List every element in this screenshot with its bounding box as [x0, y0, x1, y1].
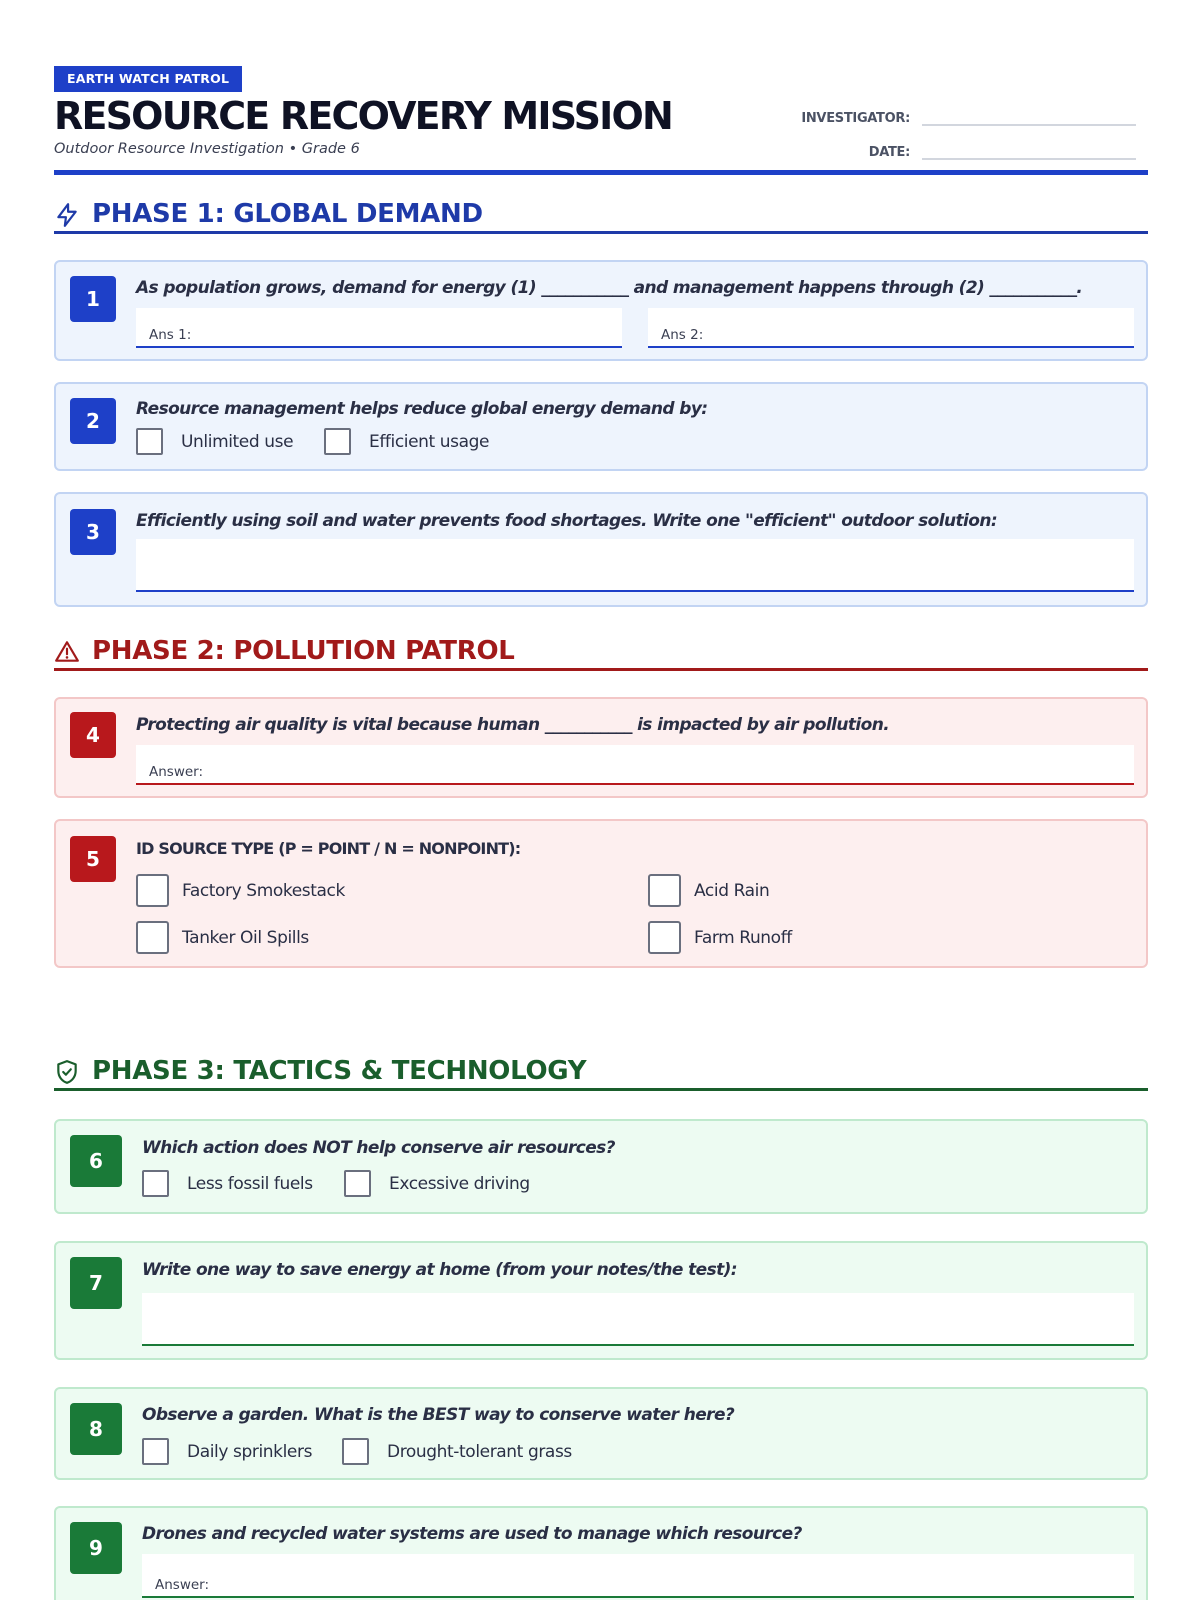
- checkbox[interactable]: [342, 1438, 369, 1465]
- option-label: Excessive driving: [389, 1173, 530, 1194]
- lightning-icon: [54, 202, 80, 228]
- checkbox[interactable]: [136, 921, 169, 954]
- answer-2-label: Ans 2:: [661, 327, 704, 343]
- option-label: Acid Rain: [694, 880, 770, 901]
- option-factory-smokestack[interactable]: [136, 874, 345, 907]
- question-text-1: As population grows, demand for energy (1) ___________ and management happens through (2) ___________.: [136, 278, 1083, 298]
- question-text-7: Write one way to save energy at home (from your notes/the test):: [142, 1260, 737, 1280]
- investigator-label: INVESTIGATOR:: [801, 111, 910, 126]
- option-unlimited-use[interactable]: [136, 428, 293, 455]
- question-card-2: [54, 382, 1148, 471]
- date-label: DATE:: [868, 145, 910, 160]
- phase-3-heading: [54, 1055, 1148, 1091]
- worksheet-page: [54, 0, 1148, 1600]
- warning-triangle-icon: [54, 639, 80, 665]
- question-card-1: [54, 260, 1148, 361]
- program-tag: EARTH WATCH PATROL: [54, 66, 242, 92]
- question-number-6: 6: [70, 1135, 122, 1187]
- question-number-7: 7: [70, 1257, 122, 1309]
- option-label: Daily sprinklers: [187, 1441, 313, 1462]
- option-excessive-driving[interactable]: [344, 1170, 530, 1197]
- question-number-2: 2: [70, 398, 116, 444]
- question-text-2: Resource management helps reduce global energy demand by:: [136, 399, 708, 419]
- answer-4-label: Answer:: [149, 764, 204, 780]
- checkbox[interactable]: [142, 1170, 169, 1197]
- option-label: Factory Smokestack: [182, 880, 345, 901]
- checkbox[interactable]: [136, 874, 169, 907]
- question-text-5: ID SOURCE TYPE (P = POINT / N = NONPOINT):: [136, 839, 521, 858]
- checkbox[interactable]: [142, 1438, 169, 1465]
- shield-check-icon: [54, 1059, 80, 1085]
- header-divider: [54, 170, 1148, 175]
- checkbox[interactable]: [136, 428, 163, 455]
- question-number-8: 8: [70, 1403, 122, 1455]
- question-text-3: Efficiently using soil and water prevents food shortages. Write one "efficient" outdoor solution:: [136, 511, 998, 531]
- option-tanker-oil-spills[interactable]: [136, 921, 309, 954]
- checkbox[interactable]: [648, 921, 681, 954]
- answer-1-field[interactable]: [136, 308, 622, 348]
- option-label: Farm Runoff: [694, 927, 792, 948]
- page-title: RESOURCE RECOVERY MISSION: [54, 94, 672, 138]
- answer-7-field[interactable]: [142, 1293, 1134, 1346]
- checkbox[interactable]: [324, 428, 351, 455]
- question-number-5: 5: [70, 836, 116, 882]
- page-subtitle: Outdoor Resource Investigation • Grade 6: [54, 141, 360, 157]
- question-card-6: [54, 1119, 1148, 1214]
- question-card-7: [54, 1241, 1148, 1360]
- phase-2-title: PHASE 2: POLLUTION PATROL: [92, 636, 515, 666]
- question-text-6: Which action does NOT help conserve air resources?: [142, 1138, 615, 1158]
- question-card-5: [54, 819, 1148, 968]
- question-number-9: 9: [70, 1522, 122, 1574]
- option-less-fossil-fuels[interactable]: [142, 1170, 313, 1197]
- option-acid-rain[interactable]: [648, 874, 769, 907]
- answer-9-label: Answer:: [155, 1577, 210, 1593]
- option-label: Drought-tolerant grass: [387, 1441, 572, 1462]
- date-row: [796, 138, 1136, 160]
- option-label: Tanker Oil Spills: [182, 927, 309, 948]
- question-number-3: 3: [70, 509, 116, 555]
- question-card-9: [54, 1506, 1148, 1600]
- question-number-4: 4: [70, 712, 116, 758]
- option-farm-runoff[interactable]: [648, 921, 792, 954]
- option-label: Efficient usage: [369, 431, 490, 452]
- date-field[interactable]: [922, 138, 1136, 160]
- answer-2-field[interactable]: [648, 308, 1134, 348]
- option-label: Unlimited use: [181, 431, 294, 452]
- question-card-4: [54, 697, 1148, 798]
- option-label: Less fossil fuels: [187, 1173, 313, 1194]
- option-drought-tolerant-grass[interactable]: [342, 1438, 572, 1465]
- question-text-4: Protecting air quality is vital because human ___________ is impacted by air pollution.: [136, 715, 890, 735]
- answer-4-field[interactable]: [136, 745, 1134, 785]
- investigator-field[interactable]: [922, 104, 1136, 126]
- phase-3-title: PHASE 3: TACTICS & TECHNOLOGY: [92, 1056, 587, 1086]
- option-daily-sprinklers[interactable]: [142, 1438, 312, 1465]
- checkbox[interactable]: [344, 1170, 371, 1197]
- phase-2-heading: [54, 635, 1148, 671]
- checkbox[interactable]: [648, 874, 681, 907]
- question-card-8: [54, 1387, 1148, 1480]
- question-text-8: Observe a garden. What is the BEST way to conserve water here?: [142, 1405, 735, 1425]
- investigator-row: [796, 104, 1136, 126]
- question-card-3: [54, 492, 1148, 607]
- phase-1-title: PHASE 1: GLOBAL DEMAND: [92, 199, 483, 229]
- answer-9-field[interactable]: [142, 1554, 1134, 1598]
- answer-1-label: Ans 1:: [149, 327, 192, 343]
- phase-1-heading: [54, 198, 1148, 234]
- answer-3-field[interactable]: [136, 539, 1134, 592]
- option-efficient-usage[interactable]: [324, 428, 489, 455]
- question-number-1: 1: [70, 276, 116, 322]
- question-text-9: Drones and recycled water systems are used to manage which resource?: [142, 1524, 802, 1544]
